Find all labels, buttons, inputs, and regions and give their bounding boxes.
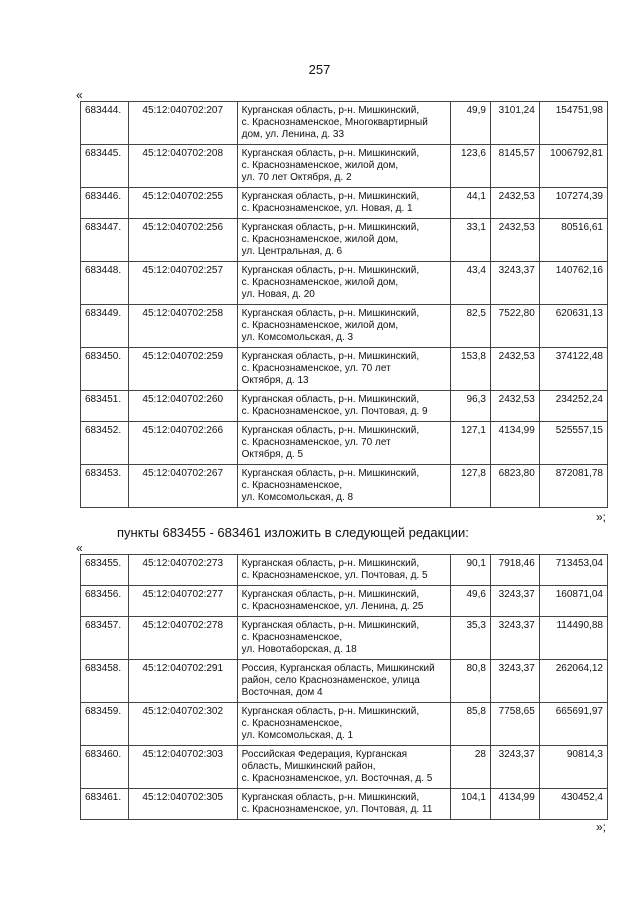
- table-row: [81, 422, 608, 465]
- address-line: Курганская область, р-н. Мишкинский,: [241, 589, 420, 600]
- cadastral-number-cell: 45:12:040702:273: [128, 555, 237, 586]
- row-number-cell: 683455.: [81, 555, 129, 586]
- address-line: Российская Федерация, Курганская: [241, 749, 408, 760]
- address-line: с. Краснознаменское, ул. Восточная, д. 5: [241, 773, 433, 784]
- area-cell: 44,1: [451, 188, 491, 219]
- rate-cell: 2432,53: [490, 219, 539, 262]
- area-cell: 80,8: [451, 660, 491, 703]
- address-line: с. Краснознаменское, ул. Почтовая, д. 5: [241, 570, 428, 581]
- rate-cell: 3243,37: [490, 262, 539, 305]
- table-row: [81, 465, 608, 508]
- cadastral-number-cell: 45:12:040702:257: [128, 262, 237, 305]
- rate-cell: 7758,65: [490, 703, 539, 746]
- area-cell: 104,1: [451, 789, 491, 820]
- address-line: с. Краснознаменское, жилой дом,: [241, 160, 399, 171]
- row-number-cell: 683449.: [81, 305, 129, 348]
- row-number-cell: 683452.: [81, 422, 129, 465]
- address-line: Октября, д. 13: [241, 375, 309, 386]
- address-cell: [237, 586, 451, 617]
- total-value-cell: 90814,3: [539, 746, 607, 789]
- address-line: Курганская область, р-н. Мишкинский,: [241, 265, 420, 276]
- open-quote-2: «: [76, 541, 83, 555]
- cadastral-number-cell: 45:12:040702:255: [128, 188, 237, 219]
- address-line: дом, ул. Ленина, д. 33: [241, 129, 345, 140]
- address-line: с. Краснознаменское,: [241, 718, 343, 729]
- rate-cell: 4134,99: [490, 789, 539, 820]
- table-row: [81, 348, 608, 391]
- total-value-cell: 374122,48: [539, 348, 607, 391]
- address-line: Курганская область, р-н. Мишкинский,: [241, 308, 420, 319]
- address-cell: [237, 422, 451, 465]
- cadastral-number-cell: 45:12:040702:303: [128, 746, 237, 789]
- address-line: ул. Центральная, д. 6: [241, 246, 343, 257]
- rate-cell: 8145,57: [490, 145, 539, 188]
- address-line: ул. Новотаборская, д. 18: [241, 644, 357, 655]
- total-value-cell: 430452,4: [539, 789, 607, 820]
- total-value-cell: 620631,13: [539, 305, 607, 348]
- table-row: [81, 391, 608, 422]
- cadastral-number-cell: 45:12:040702:277: [128, 586, 237, 617]
- address-line: с. Краснознаменское, ул. Ленина, д. 25: [241, 601, 424, 612]
- total-value-cell: 160871,04: [539, 586, 607, 617]
- cadastral-number-cell: 45:12:040702:256: [128, 219, 237, 262]
- address-cell: [237, 746, 451, 789]
- address-line: Курганская область, р-н. Мишкинский,: [241, 468, 420, 479]
- table-row: [81, 219, 608, 262]
- address-cell: [237, 305, 451, 348]
- area-cell: 85,8: [451, 703, 491, 746]
- rate-cell: 7522,80: [490, 305, 539, 348]
- address-line: с. Краснознаменское, жилой дом,: [241, 277, 399, 288]
- row-number-cell: 683453.: [81, 465, 129, 508]
- row-number-cell: 683445.: [81, 145, 129, 188]
- table-row: [81, 617, 608, 660]
- property-table-1: [80, 101, 608, 508]
- row-number-cell: 683451.: [81, 391, 129, 422]
- instruction-paragraph: пункты 683455 - 683461 изложить в следующей редакции:: [117, 525, 469, 540]
- address-line: с. Краснознаменское, ул. 70 лет: [241, 437, 391, 448]
- table-row: [81, 145, 608, 188]
- area-cell: 43,4: [451, 262, 491, 305]
- area-cell: 35,3: [451, 617, 491, 660]
- total-value-cell: 872081,78: [539, 465, 607, 508]
- table-row: [81, 703, 608, 746]
- cadastral-number-cell: 45:12:040702:207: [128, 102, 237, 145]
- area-cell: 49,6: [451, 586, 491, 617]
- address-line: ул. 70 лет Октября, д. 2: [241, 172, 352, 183]
- cadastral-number-cell: 45:12:040702:259: [128, 348, 237, 391]
- address-cell: [237, 617, 451, 660]
- address-line: Курганская область, р-н. Мишкинский,: [241, 351, 420, 362]
- address-line: Курганская область, р-н. Мишкинский,: [241, 425, 420, 436]
- address-cell: [237, 789, 451, 820]
- cadastral-number-cell: 45:12:040702:302: [128, 703, 237, 746]
- total-value-cell: 140762,16: [539, 262, 607, 305]
- address-line: с. Краснознаменское, Многоквартирный: [241, 117, 428, 128]
- total-value-cell: 234252,24: [539, 391, 607, 422]
- row-number-cell: 683446.: [81, 188, 129, 219]
- cadastral-number-cell: 45:12:040702:278: [128, 617, 237, 660]
- table-row: [81, 586, 608, 617]
- row-number-cell: 683456.: [81, 586, 129, 617]
- cadastral-number-cell: 45:12:040702:267: [128, 465, 237, 508]
- cadastral-number-cell: 45:12:040702:305: [128, 789, 237, 820]
- area-cell: 96,3: [451, 391, 491, 422]
- address-line: Курганская область, р-н. Мишкинский,: [241, 105, 420, 116]
- table-row: [81, 555, 608, 586]
- address-line: Курганская область, р-н. Мишкинский,: [241, 558, 420, 569]
- table-row: [81, 305, 608, 348]
- page-number: 257: [308, 62, 331, 77]
- area-cell: 33,1: [451, 219, 491, 262]
- address-cell: [237, 391, 451, 422]
- address-line: Курганская область, р-н. Мишкинский,: [241, 620, 420, 631]
- row-number-cell: 683458.: [81, 660, 129, 703]
- address-cell: [237, 219, 451, 262]
- area-cell: 82,5: [451, 305, 491, 348]
- rate-cell: 4134,99: [490, 422, 539, 465]
- area-cell: 49,9: [451, 102, 491, 145]
- cadastral-number-cell: 45:12:040702:258: [128, 305, 237, 348]
- address-cell: [237, 188, 451, 219]
- table-row: [81, 660, 608, 703]
- close-mark-1: »;: [596, 510, 607, 524]
- address-cell: [237, 145, 451, 188]
- address-line: район, село Краснознаменское, улица: [241, 675, 420, 686]
- area-cell: 123,6: [451, 145, 491, 188]
- address-line: ул. Комсомольская, д. 8: [241, 492, 354, 503]
- total-value-cell: 262064,12: [539, 660, 607, 703]
- table-row: [81, 102, 608, 145]
- rate-cell: 3243,37: [490, 586, 539, 617]
- address-line: Курганская область, р-н. Мишкинский,: [241, 148, 420, 159]
- table-row: [81, 746, 608, 789]
- row-number-cell: 683461.: [81, 789, 129, 820]
- row-number-cell: 683444.: [81, 102, 129, 145]
- total-value-cell: 713453,04: [539, 555, 607, 586]
- cadastral-number-cell: 45:12:040702:260: [128, 391, 237, 422]
- address-line: с. Краснознаменское, ул. Почтовая, д. 9: [241, 406, 428, 417]
- row-number-cell: 683450.: [81, 348, 129, 391]
- cadastral-number-cell: 45:12:040702:266: [128, 422, 237, 465]
- rate-cell: 2432,53: [490, 348, 539, 391]
- address-line: ул. Новая, д. 20: [241, 289, 315, 300]
- address-cell: [237, 703, 451, 746]
- address-line: ул. Комсомольская, д. 3: [241, 332, 354, 343]
- cadastral-number-cell: 45:12:040702:208: [128, 145, 237, 188]
- table-row: [81, 262, 608, 305]
- address-line: с. Краснознаменское,: [241, 632, 343, 643]
- rate-cell: 2432,53: [490, 188, 539, 219]
- address-line: с. Краснознаменское, жилой дом,: [241, 320, 399, 331]
- total-value-cell: 80516,61: [539, 219, 607, 262]
- rate-cell: 3101,24: [490, 102, 539, 145]
- rate-cell: 6823,80: [490, 465, 539, 508]
- address-line: с. Краснознаменское, ул. Почтовая, д. 11: [241, 804, 433, 815]
- total-value-cell: 1006792,81: [539, 145, 607, 188]
- address-line: Курганская область, р-н. Мишкинский,: [241, 792, 420, 803]
- address-line: Курганская область, р-н. Мишкинский,: [241, 706, 420, 717]
- cadastral-number-cell: 45:12:040702:291: [128, 660, 237, 703]
- area-cell: 127,8: [451, 465, 491, 508]
- address-line: Россия, Курганская область, Мишкинский: [241, 663, 435, 674]
- total-value-cell: 114490,88: [539, 617, 607, 660]
- address-line: Октября, д. 5: [241, 449, 304, 460]
- address-line: ул. Комсомольская, д. 1: [241, 730, 354, 741]
- area-cell: 127,1: [451, 422, 491, 465]
- address-cell: [237, 660, 451, 703]
- rate-cell: 3243,37: [490, 746, 539, 789]
- area-cell: 90,1: [451, 555, 491, 586]
- table-row: [81, 789, 608, 820]
- address-line: с. Краснознаменское, ул. 70 лет: [241, 363, 391, 374]
- address-cell: [237, 465, 451, 508]
- address-line: Курганская область, р-н. Мишкинский,: [241, 191, 420, 202]
- address-line: с. Краснознаменское, жилой дом,: [241, 234, 399, 245]
- address-line: с. Краснознаменское, ул. Новая, д. 1: [241, 203, 413, 214]
- property-table-2: [80, 554, 608, 820]
- row-number-cell: 683448.: [81, 262, 129, 305]
- rate-cell: 2432,53: [490, 391, 539, 422]
- address-cell: [237, 102, 451, 145]
- row-number-cell: 683447.: [81, 219, 129, 262]
- table-row: [81, 188, 608, 219]
- rate-cell: 3243,37: [490, 660, 539, 703]
- area-cell: 153,8: [451, 348, 491, 391]
- close-mark-2: »;: [596, 820, 607, 834]
- row-number-cell: 683460.: [81, 746, 129, 789]
- address-cell: [237, 555, 451, 586]
- address-line: Курганская область, р-н. Мишкинский,: [241, 394, 420, 405]
- total-value-cell: 107274,39: [539, 188, 607, 219]
- total-value-cell: 525557,15: [539, 422, 607, 465]
- address-line: с. Краснознаменское,: [241, 480, 343, 491]
- area-cell: 28: [451, 746, 491, 789]
- address-cell: [237, 348, 451, 391]
- open-quote-1: «: [76, 88, 83, 102]
- address-line: область, Мишкинский район,: [241, 761, 376, 772]
- total-value-cell: 154751,98: [539, 102, 607, 145]
- address-line: Восточная, дом 4: [241, 687, 323, 698]
- rate-cell: 7918,46: [490, 555, 539, 586]
- total-value-cell: 665691,97: [539, 703, 607, 746]
- row-number-cell: 683459.: [81, 703, 129, 746]
- address-cell: [237, 262, 451, 305]
- row-number-cell: 683457.: [81, 617, 129, 660]
- rate-cell: 3243,37: [490, 617, 539, 660]
- address-line: Курганская область, р-н. Мишкинский,: [241, 222, 420, 233]
